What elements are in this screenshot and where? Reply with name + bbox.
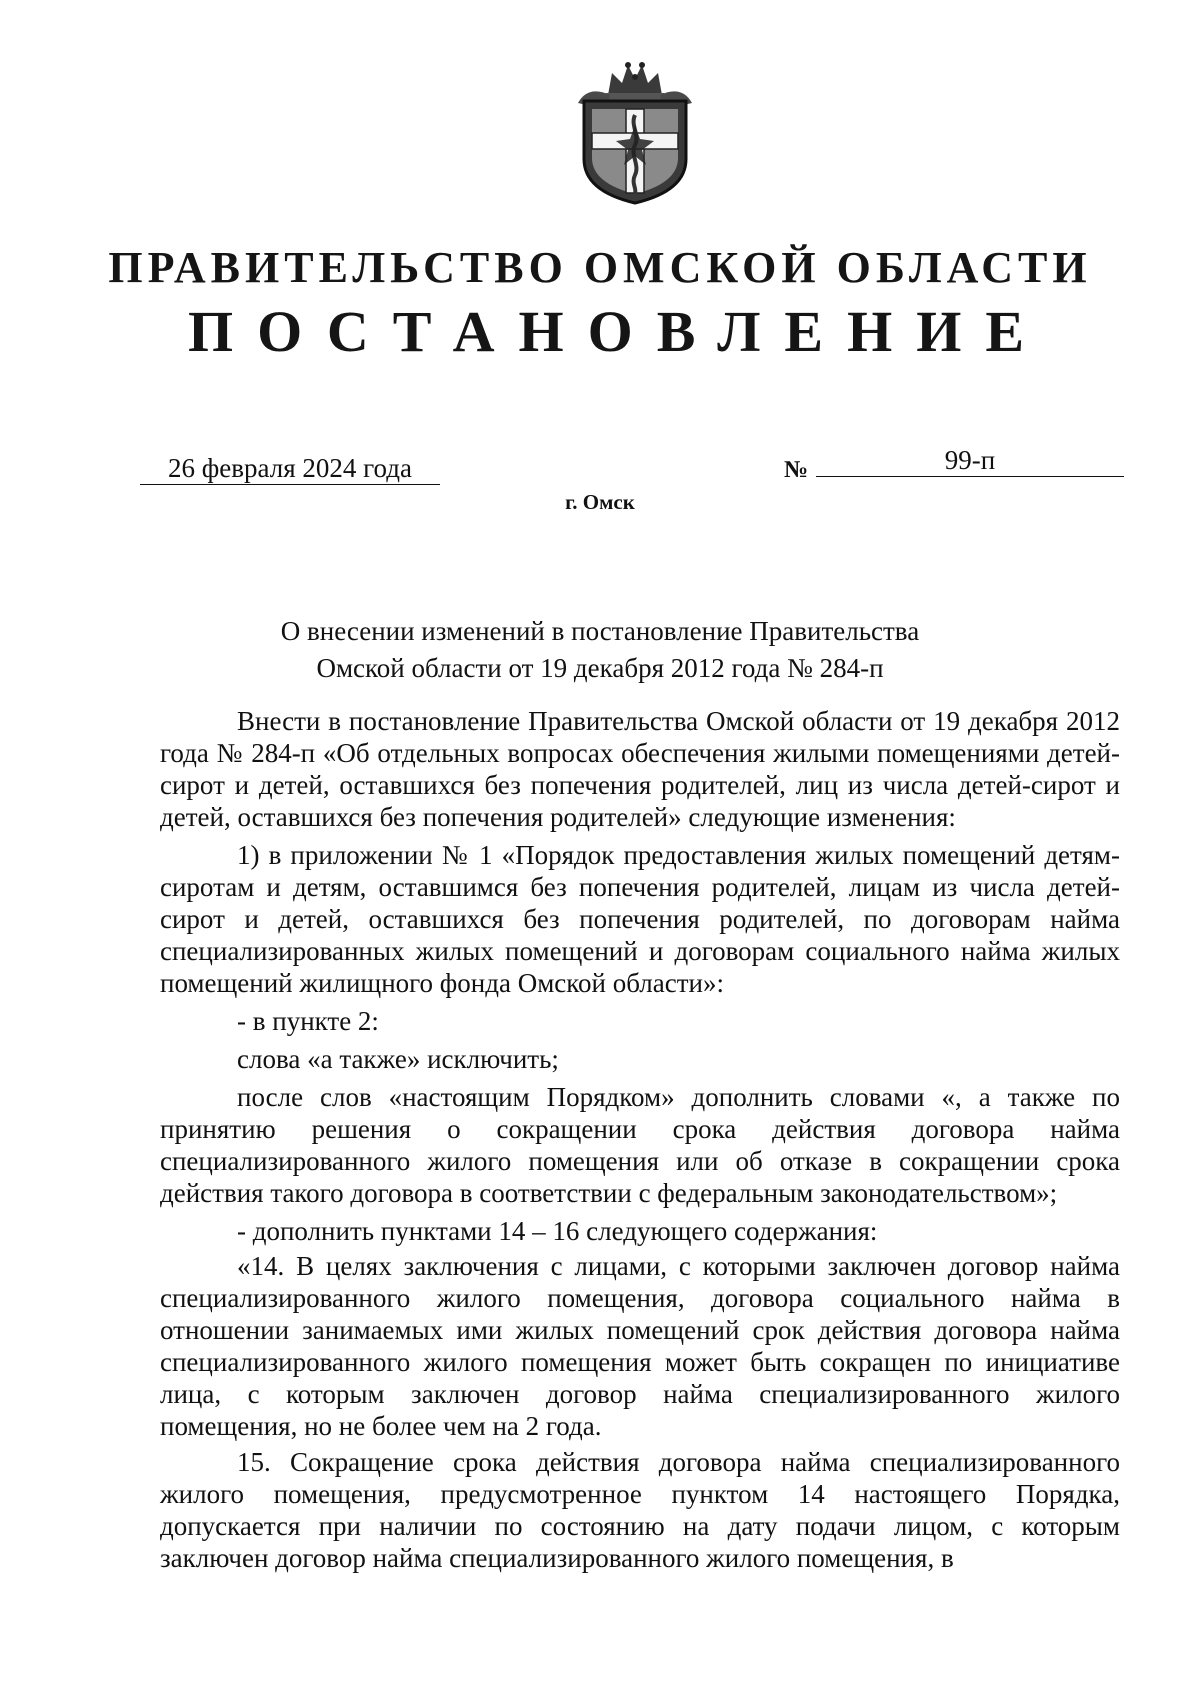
document-date: 26 февраля 2024 года bbox=[140, 452, 440, 485]
document-number: 99-п bbox=[816, 444, 1124, 477]
subject-line-1: О внесении изменений в постановление Правительства bbox=[280, 616, 920, 646]
document-subject bbox=[200, 613, 1000, 687]
number-label: № bbox=[784, 457, 809, 483]
city-label: г. Омск bbox=[565, 490, 635, 514]
document-type-title: ПОСТАНОВЛЕНИЕ bbox=[187, 299, 1049, 364]
remove-words-line: слова «а также» исключить; bbox=[237, 1044, 559, 1074]
organization-title: ПРАВИТЕЛЬСТВО ОМСКОЙ ОБЛАСТИ bbox=[108, 243, 1092, 292]
item-1-paragraph: 1) в приложении № 1 «Порядок предоставления жилых помещений детям-сиротам и детям, оставшимся без попечения родителей, лицам из числа детей-сирот и детей, оставшихся без попечения родителей, по договорам найма специализированных жилых помещений и договорам социального найма жилых помещений жилищного фонда Омской области»: bbox=[160, 840, 1120, 998]
point-2-line: - в пункте 2: bbox=[237, 1006, 379, 1036]
add-words-paragraph: после слов «настоящим Порядком» дополнить словами «, а также по принятию решения о сокращении срока действия договора найма специализированного жилого помещения или об отказе в сокращении срока действия такого договора в соответствии с федеральным законодательством»; bbox=[160, 1082, 1120, 1208]
point-14-paragraph: «14. В целях заключения с лицами, с которыми заключен договор найма специализированного жилого помещения, договора социального найма в отношении занимаемых ими жилых помещений срок действия договора найма специализированного жилого помещения может быть сокращен по инициативе лица, с которым заключен договор найма специализированного жилого помещения, но не более чем на 2 года. bbox=[160, 1251, 1120, 1441]
document-body bbox=[160, 705, 1120, 1574]
point-15-paragraph: 15. Сокращение срока действия договора найма специализированного жилого помещения, предусмотренное пунктом 14 настоящего Порядка, допускается при наличии по состоянию на дату подачи лицом, с которым заключен договор найма специализированного жилого помещения, в bbox=[160, 1447, 1120, 1573]
coat-of-arms-emblem bbox=[570, 55, 700, 205]
subject-line-2: Омской области от 19 декабря 2012 года № 284-п bbox=[316, 653, 884, 683]
intro-paragraph: Внести в постановление Правительства Омской области от 19 декабря 2012 года № 284-п «Об отдельных вопросах обеспечения жилыми помещениями детей-сирот и детей, оставшихся без попечения родителей, лиц из числа детей-сирот и детей, оставшихся без попечения родителей» следующие изменения: bbox=[160, 706, 1120, 832]
add-points-line: - дополнить пунктами 14 – 16 следующего содержания: bbox=[237, 1216, 878, 1246]
